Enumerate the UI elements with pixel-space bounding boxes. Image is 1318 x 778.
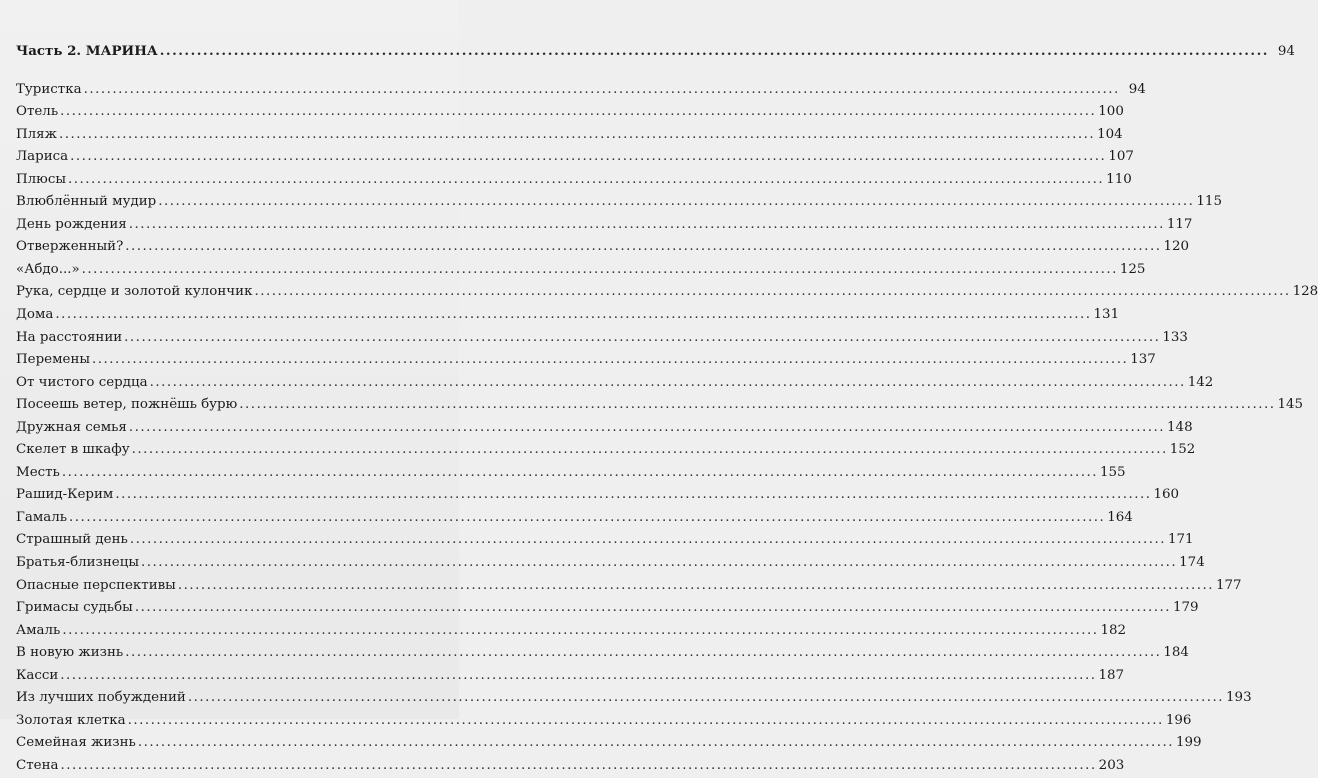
dot-leader xyxy=(135,597,1171,620)
entry-title: В новую жизнь xyxy=(16,645,124,661)
entry-page-number: 120 xyxy=(1163,239,1190,255)
entry-page-number: 196 xyxy=(1165,712,1192,728)
dot-leader xyxy=(158,191,1194,214)
dot-leader xyxy=(160,40,1269,63)
toc-entry xyxy=(16,394,1304,417)
entry-title: Посеешь ветер, пожнёшь бурю xyxy=(16,397,238,413)
toc-list xyxy=(16,79,1318,778)
entry-page-number: 145 xyxy=(1277,397,1304,413)
entry-page-number: 152 xyxy=(1169,442,1196,458)
entry-page-number: 148 xyxy=(1167,419,1193,435)
entry-title: Рашид-Керим xyxy=(16,487,114,503)
entry-page-number: 94 xyxy=(1128,81,1146,97)
part-title: Часть 2. МАРИНА xyxy=(16,43,158,59)
entry-page-number: 137 xyxy=(1130,352,1156,368)
entry-title: На расстоянии xyxy=(16,329,123,345)
dot-leader xyxy=(92,349,1128,372)
toc-entry xyxy=(16,710,1192,733)
entry-page-number: 104 xyxy=(1097,126,1123,142)
toc-entry xyxy=(16,124,1123,147)
toc-entry xyxy=(16,417,1193,440)
toc-entry xyxy=(16,349,1156,372)
toc-entry xyxy=(16,575,1242,598)
entry-page-number: 199 xyxy=(1175,735,1202,751)
toc-entry xyxy=(16,665,1125,688)
toc-entry xyxy=(16,101,1124,124)
toc-entry xyxy=(16,281,1318,304)
part-page-number: 94 xyxy=(1277,44,1295,59)
entry-title: Пляж xyxy=(16,126,57,142)
entry-page-number: 177 xyxy=(1216,577,1242,593)
entry-title: Стена xyxy=(16,757,59,773)
entry-page-number: 117 xyxy=(1166,216,1193,232)
entry-title: «Абдо...» xyxy=(16,261,80,277)
toc-entry xyxy=(16,236,1190,259)
dot-leader xyxy=(132,439,1168,462)
dot-leader xyxy=(61,755,1097,778)
dot-leader xyxy=(124,327,1160,350)
entry-page-number: 131 xyxy=(1093,307,1120,323)
dot-leader xyxy=(138,732,1174,755)
entry-title: Страшный день xyxy=(16,532,128,548)
entry-title: Касси xyxy=(16,667,59,683)
entry-title: Семейная жизнь xyxy=(16,735,136,751)
toc-entry xyxy=(16,169,1132,192)
toc-entry xyxy=(16,755,1125,778)
toc-entry xyxy=(16,732,1202,755)
entry-page-number: 133 xyxy=(1162,329,1188,345)
dot-leader xyxy=(69,507,1105,530)
entry-title: Рука, сердце и золотой кулончик xyxy=(16,284,253,300)
toc-entry xyxy=(16,462,1126,485)
entry-title: Дома xyxy=(16,307,54,323)
entry-page-number: 182 xyxy=(1100,622,1127,638)
toc-entry xyxy=(16,372,1214,395)
entry-page-number: 184 xyxy=(1163,645,1189,661)
toc-entry xyxy=(16,484,1180,507)
toc-entry xyxy=(16,79,1146,102)
toc-entry xyxy=(16,146,1134,169)
entry-title: Отель xyxy=(16,104,59,120)
dot-leader xyxy=(128,710,1164,733)
entry-page-number: 160 xyxy=(1153,487,1180,503)
entry-title: Месть xyxy=(16,464,60,480)
entry-page-number: 125 xyxy=(1119,261,1146,277)
toc-entry xyxy=(16,529,1194,552)
toc-entry xyxy=(16,597,1199,620)
entry-page-number: 100 xyxy=(1098,104,1124,120)
dot-leader xyxy=(84,79,1120,102)
entry-page-number: 179 xyxy=(1172,600,1199,616)
toc-entry xyxy=(16,507,1133,530)
entry-title: Отверженный? xyxy=(16,239,124,255)
dot-leader xyxy=(129,417,1165,440)
dot-leader xyxy=(188,687,1224,710)
entry-page-number: 142 xyxy=(1187,374,1214,390)
entry-page-number: 155 xyxy=(1100,464,1126,480)
entry-title: Плюсы xyxy=(16,171,66,187)
toc-entry xyxy=(16,214,1193,237)
entry-page-number: 107 xyxy=(1108,149,1134,165)
entry-title: Амаль xyxy=(16,622,61,638)
entry-title: Дружная семья xyxy=(16,419,127,435)
entry-page-number: 187 xyxy=(1098,667,1125,683)
dot-leader xyxy=(150,372,1186,395)
dot-leader xyxy=(141,552,1177,575)
entry-title: Влюблённый мудир xyxy=(16,194,157,210)
entry-title: Из лучших побуждений xyxy=(16,690,186,706)
dot-leader xyxy=(59,124,1095,147)
entry-page-number: 174 xyxy=(1179,555,1205,571)
entry-title: Золотая клетка xyxy=(16,712,126,728)
entry-title: Туристка xyxy=(16,81,82,97)
dot-leader xyxy=(55,304,1091,327)
dot-leader xyxy=(62,462,1098,485)
dot-leader xyxy=(125,236,1161,259)
entry-title: Гримасы судьбы xyxy=(16,600,133,616)
toc-entry xyxy=(16,620,1127,643)
entry-title: Скелет в шкафу xyxy=(16,442,130,458)
dot-leader xyxy=(129,214,1165,237)
dot-leader xyxy=(68,169,1104,192)
entry-title: Братья-близнецы xyxy=(16,555,139,571)
entry-title: От чистого сердца xyxy=(16,374,148,390)
toc-entry xyxy=(16,304,1120,327)
dot-leader xyxy=(115,484,1151,507)
dot-leader xyxy=(239,394,1275,417)
dot-leader xyxy=(125,642,1161,665)
dot-leader xyxy=(178,575,1214,598)
toc-entry xyxy=(16,327,1188,350)
dot-leader xyxy=(60,101,1096,124)
toc-part-heading xyxy=(16,40,1295,63)
toc-entry xyxy=(16,642,1189,665)
dot-leader xyxy=(60,665,1096,688)
toc-entry xyxy=(16,439,1196,462)
entry-title: Лариса xyxy=(16,149,69,165)
entry-page-number: 164 xyxy=(1107,509,1133,525)
toc-entry xyxy=(16,259,1146,282)
dot-leader xyxy=(130,529,1166,552)
entry-page-number: 193 xyxy=(1226,690,1252,706)
dot-leader xyxy=(82,259,1118,282)
entry-page-number: 128 xyxy=(1292,284,1318,300)
entry-title: Перемены xyxy=(16,352,91,368)
entry-page-number: 110 xyxy=(1106,171,1132,187)
entry-page-number: 115 xyxy=(1196,194,1222,210)
dot-leader xyxy=(254,281,1290,304)
toc-entry xyxy=(16,552,1205,575)
toc-entry xyxy=(16,687,1252,710)
entry-page-number: 171 xyxy=(1167,532,1194,548)
entry-title: Опасные перспективы xyxy=(16,577,176,593)
entry-page-number: 203 xyxy=(1098,757,1125,773)
entry-title: Гамаль xyxy=(16,509,68,525)
entry-title: День рождения xyxy=(16,216,127,232)
dot-leader xyxy=(62,620,1098,643)
toc-entry xyxy=(16,191,1222,214)
dot-leader xyxy=(70,146,1106,169)
